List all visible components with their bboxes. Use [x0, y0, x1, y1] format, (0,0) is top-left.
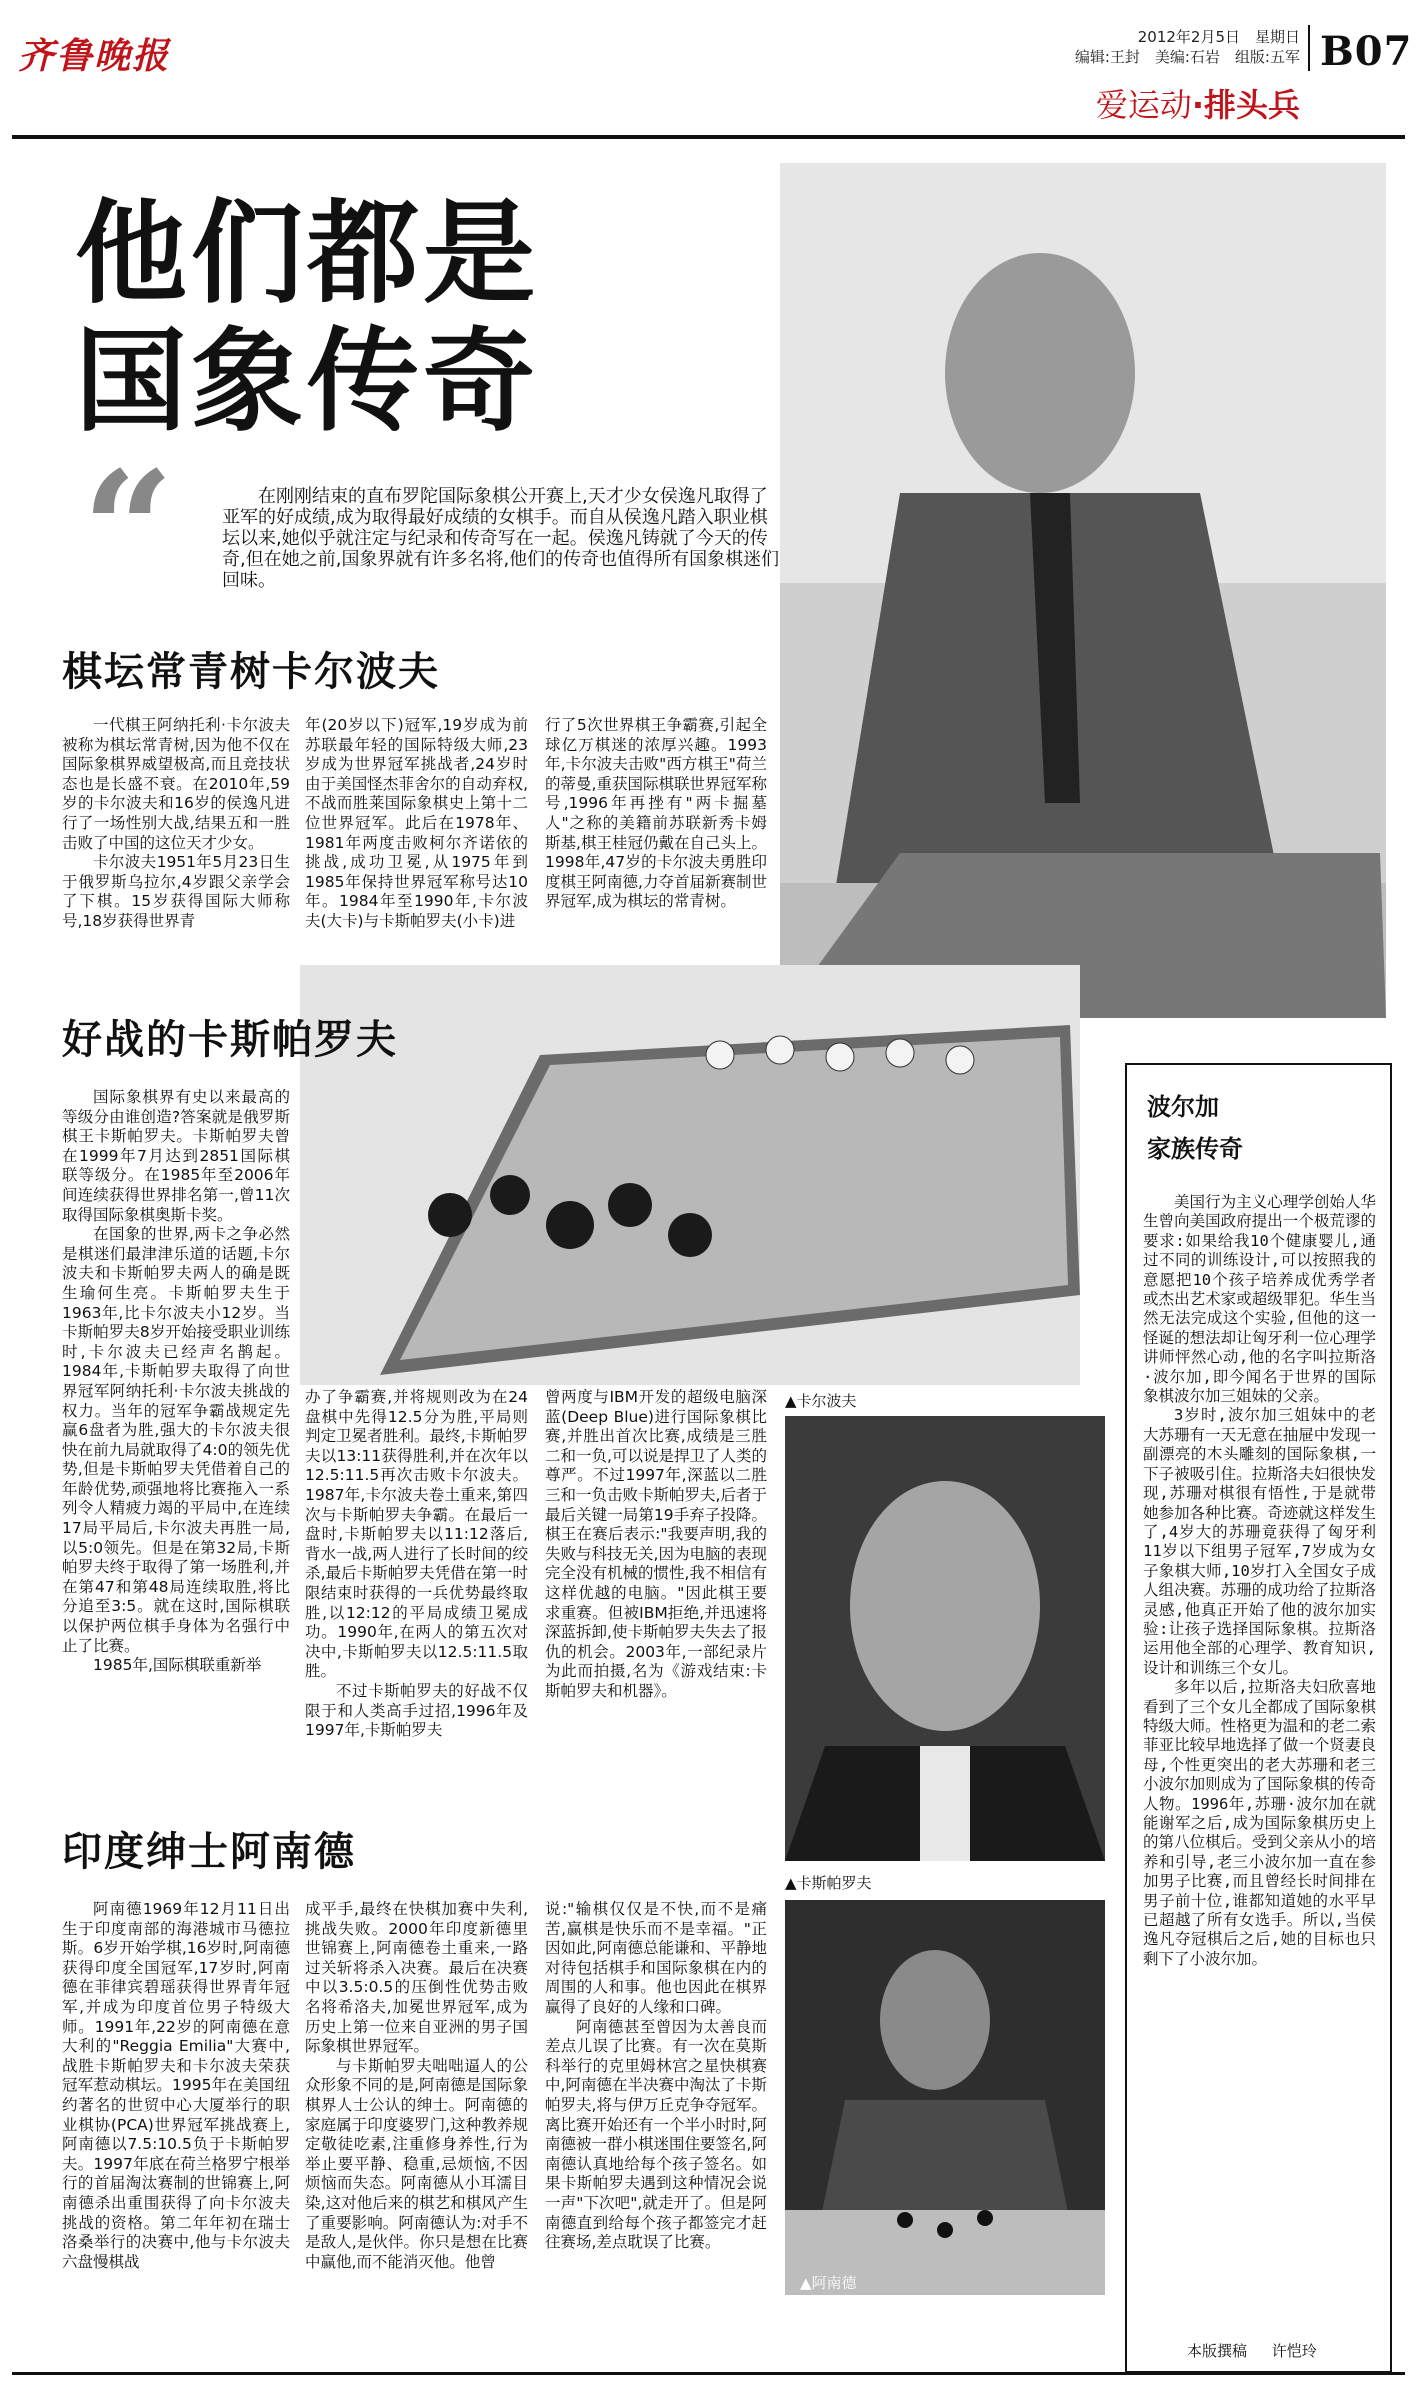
sidebar-body [1143, 1193, 1376, 1969]
section-tag-dot: · [1191, 86, 1204, 124]
kasparov-caption: ▲卡斯帕罗夫 [785, 1874, 872, 1892]
sidebar-title-2: 家族传奇 [1147, 1135, 1243, 1163]
karpov-photo [780, 163, 1386, 1018]
byline-left: 本版撰稿 [1187, 2342, 1248, 2360]
editors-line: 编辑:王封 美编:石岩 组版:五军 [1074, 48, 1300, 66]
sidebar-p2: 3岁时,波尔加三姐妹中的老大苏珊有一天无意在抽屉中发现一副漂亮的木头雕刻的国际象棋,一下子被吸引住。拉斯洛夫妇很快发现,苏珊对棋很有悟性,于是就带她参加各种比赛。奇迹就这样发生了,4岁大的苏珊竟获得了匈牙利11岁以下组男子冠军,7岁成为女子象棋大师,10岁打入全国女子成人组决赛。苏珊的成功给了拉斯洛灵感,他真正开始了他的波尔加实验:让孩子选择国际象棋。拉斯洛运用他全部的心理学、教育知识,设计和训练三个女儿。 [1143, 1406, 1376, 1677]
page-number: B07 [1320, 28, 1413, 75]
header-rule [12, 135, 1405, 139]
byline [1187, 2340, 1317, 2361]
kasparov-col-2-p1: 办了争霸赛,并将规则改为在24盘棋中先得12.5分为胜,平局则判定卫冕者胜利。最终,卡斯帕罗夫以13:11获得胜利,并在次年以12.5:11.5再次击败卡尔波夫。1987年,卡尔波夫卷土重来,第四次与卡斯帕罗夫争霸。在最后一盘时,卡斯帕罗夫以11:12落后,背水一战,两人进行了长时间的绞杀,最后卡斯帕罗夫凭借在第一时限结束时获得的一兵优势最终取胜,以12:12的平局成绩卫冕成功。1990年,在两人的第五次对决中,卡斯帕罗夫以12.5:11.5取胜。 [305, 1388, 528, 1681]
karpov-col-3-p1: 行了5次世界棋王争霸赛,引起全球亿万棋迷的浓厚兴趣。1993年,卡尔波夫击败"西方棋王"荷兰的蒂曼,重获国际棋联世界冠军称号,1996年再挫有"两卡掘墓人"之称的美籍前苏联新秀卡姆斯基,棋王桂冠仍戴在自己头上。1998年,47岁的卡尔波夫勇胜印度棋王阿南德,力夺首届新赛制世界冠军,成为棋坛的常青树。 [545, 716, 767, 911]
kasparov-photo [785, 1416, 1105, 1861]
karpov-col-1-p2: 卡尔波夫1951年5月23日生于俄罗斯乌拉尔,4岁跟父亲学会了下棋。15岁获得国际大师称号,18岁获得世界青 [62, 853, 290, 930]
karpov-col-2 [305, 716, 528, 932]
section-tag-light: 爱运动 [1095, 86, 1192, 124]
karpov-caption: ▲卡尔波夫 [785, 1392, 857, 1410]
kasparov-photo-art [785, 1416, 1105, 1861]
karpov-col-3 [545, 716, 767, 912]
anand-caption: ▲阿南德 [800, 2274, 857, 2292]
karpov-col-1-p1: 一代棋王阿纳托利·卡尔波夫被称为棋坛常青树,因为他不仅在国际象棋界威望极高,而且竞技状态也是长盛不衰。在2010年,59岁的卡尔波夫和16岁的侯逸凡进行了一场性别大战,结果五和一胜击败了中国的这位天才少女。 [62, 716, 290, 852]
quote-mark: “ [82, 436, 175, 624]
intro-paragraph: 在刚刚结束的直布罗陀国际象棋公开赛上,天才少女侯逸凡取得了亚军的好成绩,成为取得最好成绩的女棋手。而自从侯逸凡踏入职业棋坛以来,她似乎就注定与纪录和传奇写在一起。侯逸凡铸就了今天的传奇,但在她之前,国象界就有许多名将,他们的传奇也值得所有国象棋迷们回味。 [222, 486, 780, 591]
footer-rule [12, 2372, 1405, 2375]
section-tag [1010, 80, 1300, 126]
anand-photo [785, 1900, 1105, 2295]
section-tag-bold: 排头兵 [1203, 86, 1300, 124]
sidebar-p1: 美国行为主义心理学创始人华生曾向美国政府提出一个极荒谬的要求:如果给我10个健康婴儿,通过不同的训练设计,可以按照我的意愿把10个孩子培养成优秀学者或杰出艺术家或超级罪犯。华生当然无法完成这个实验,但他的这一怪诞的想法却让匈牙利一位心理学讲师怦然心动,他的名字叫拉斯洛·波尔加,即今闻名于世界的国际象棋波尔加三姐妹的父亲。 [1143, 1193, 1376, 1406]
headline-line-1: 他们都是 [75, 188, 539, 319]
anand-col-2 [305, 1900, 528, 2272]
anand-col-2-p1: 成平手,最终在快棋加赛中失利,挑战失败。2000年印度新德里世锦赛上,阿南德卷土重来,一路过关斩将杀入决赛。最后在决赛中以3.5:0.5的压倒性优势击败名将希洛夫,加冕世界冠军,成为历史上第一位来自亚洲的男子国际象棋世界冠军。 [305, 1900, 528, 2056]
newspaper-logo: 齐鲁晚报 [18, 35, 171, 77]
kasparov-col-2-p2: 不过卡斯帕罗夫的好战不仅限于和人类高手过招,1996年及1997年,卡斯帕罗夫 [305, 1681, 528, 1740]
anand-col-2-p2: 与卡斯帕罗夫咄咄逼人的公众形象不同的是,阿南德是国际象棋界人士公认的绅士。阿南德的家庭属于印度婆罗门,这种教养规定敬徒吃素,注重修身养性,行为举止要平静、稳重,忌烦恼,不因烦恼而失态。阿南德从小耳濡目染,这对他后来的棋艺和棋风产生了重要影响。阿南德认为:对手不是敌人,是伙伴。你只是想在比赛中赢他,而不能消灭他。他曾 [305, 2056, 528, 2271]
anand-col-1 [62, 1900, 290, 2272]
karpov-col-1 [62, 716, 290, 932]
page-headline [75, 190, 539, 446]
kasparov-col-1-p1: 国际象棋界有史以来最高的等级分由谁创造?答案就是俄罗斯棋王卡斯帕罗夫。卡斯帕罗夫曾在1999年7月达到2851国际棋联等级分。在1985年至2006年间连续获得世界排名第一,曾11次取得国际象棋奥斯卡奖。 [62, 1088, 290, 1224]
anand-col-1-p1: 阿南德1969年12月11日出生于印度南部的海港城市马德拉斯。6岁开始学棋,16岁时,阿南德获得印度全国冠军,17岁时,阿南德在菲律宾碧瑶获得世界青年冠军,并成为印度首位男子特级大师。1991年,22岁的阿南德在意大利的"Reggia Emilia"大赛中,战胜卡斯帕罗夫和卡尔波夫荣获冠军惹动棋坛。1995年在美国纽约著名的世贸中心大厦举行的职业棋协(PCA)世界冠军挑战赛上,阿南德以7.5:10.5负于卡斯帕罗夫。1997年底在荷兰格罗宁根举行的首届淘汰赛制的世锦赛上,阿南德杀出重围获得了向卡尔波夫挑战的资格。第二年年初在瑞士洛桑举行的决赛中,他与卡尔波夫六盘慢棋战 [62, 1900, 290, 2271]
header-divider [1308, 25, 1310, 71]
sidebar-p3: 多年以后,拉斯洛夫妇欣喜地看到了三个女儿全都成了国际象棋特级大师。性格更为温和的老二索菲亚比较早地选择了做一个贤妻良母,个性更突出的老大苏珊和老三小波尔加则成为了国际象棋的传奇人物。1996年,苏珊·波尔加在就能谢军之后,成为国际象棋历史上的第八位棋后。受到父亲从小的培养和引导,老三小波尔加一直在参加男子比赛,而且曾经长时间排在男子前十位,谁都知道她的水平早已超越了所有女选手。所以,当侯逸凡夺冠棋后之后,她的目标也只剩下了小波尔加。 [1143, 1678, 1376, 1968]
kasparov-col-3 [545, 1388, 767, 1702]
date-line: 2012年2月5日 星期日 [1137, 28, 1300, 46]
karpov-photo-art [780, 163, 1386, 1018]
kasparov-heading: 好战的卡斯帕罗夫 [62, 1017, 398, 1063]
kasparov-col-1 [62, 1088, 290, 1676]
anand-photo-art [785, 1900, 1105, 2295]
sidebar-title-1: 波尔加 [1147, 1093, 1219, 1121]
chessboard-art [300, 965, 1080, 1385]
anand-col-3-p1: 说:"输棋仅仅是不快,而不是痛苦,赢棋是快乐而不是幸福。"正因如此,阿南德总能谦和、平静地对待包括棋手和国际象棋在内的周围的人和事。他也因此在棋界赢得了良好的人缘和口碑。 [545, 1900, 767, 2016]
kasparov-col-1-p2: 在国象的世界,两卡之争必然是棋迷们最津津乐道的话题,卡尔波夫和卡斯帕罗夫两人的确是既生瑜何生亮。卡斯帕罗夫生于1963年,比卡尔波夫小12岁。当卡斯帕罗夫8岁开始接受职业训练时,卡尔波夫已经声名鹊起。1984年,卡斯帕罗夫取得了向世界冠军阿纳托利·卡尔波夫挑战的权力。当年的冠军争霸战规定先赢6盘者为胜,强大的卡尔波夫很快在前九局就取得了4:0的领先优势,但是卡斯帕罗夫凭借着自己的年龄优势,顽强地将比赛拖入一系列令人精疲力竭的平局中,在连续17局平局后,卡尔波夫再胜一局,以5:0领先。但是在第32局,卡斯帕罗夫终于取得了第一场胜利,并在第47和第48局连续取胜,将比分追至3:5。就在这时,国际棋联以保护两位棋手身体为名强行中止了比赛。 [62, 1225, 290, 1655]
anand-col-3 [545, 1900, 767, 2253]
anand-col-3-p2: 阿南德甚至曾因为太善良而差点儿误了比赛。有一次在莫斯科举行的克里姆林宫之星快棋赛中,阿南德在半决赛中淘汰了卡斯帕罗夫,将与伊万丘克争夺冠军。离比赛开始还有一个半小时时,阿南德被一群小棋迷围住要签名,阿南德认真地给每个孩子签名。如果卡斯帕罗夫遇到这种情况会说一声"下次吧",就走开了。但是阿南德直到给每个孩子都签完才赶往赛场,差点耽误了比赛。 [545, 2017, 767, 2252]
polgar-sidebar [1125, 1063, 1392, 2373]
karpov-heading: 棋坛常青树卡尔波夫 [62, 649, 440, 695]
kasparov-col-3-p1: 曾两度与IBM开发的超级电脑深蓝(Deep Blue)进行国际象棋比赛,并胜出首次比赛,成绩是三胜二和一负,可以说是捍卫了人类的尊严。不过1997年,深蓝以二胜三和一负击败卡斯帕罗夫,后者于最后关键一局第19手弃子投降。棋王在赛后表示:"我要声明,我的失败与科技无关,因为电脑的表现完全没有机械的惯性,我不相信有这样优越的电脑。"因此棋王要求重赛。但被IBM拒绝,并迅速将深蓝拆卸,使卡斯帕罗夫失去了报仇的机会。2003年,一部纪录片为此而拍摄,名为《游戏结束:卡斯帕罗夫和机器》。 [545, 1388, 767, 1700]
anand-heading: 印度绅士阿南德 [62, 1829, 356, 1875]
headline-line-2: 国象传奇 [75, 316, 539, 447]
chessboard-photo [300, 965, 1080, 1385]
karpov-col-2-p1: 年(20岁以下)冠军,19岁成为前苏联最年轻的国际特级大师,23岁成为世界冠军挑战者,24岁时由于美国怪杰菲舍尔的自动弃权,不战而胜莱国际象棋史上第十二位世界冠军。此后在1978年、1981年两度击败柯尔齐诺依的挑战,成功卫冕,从1975年到1985年保持世界冠军称号达10年。1984年至1990年,卡尔波夫(大卡)与卡斯帕罗夫(小卡)进 [305, 716, 528, 930]
kasparov-col-2 [305, 1388, 528, 1741]
byline-right: 许恺玲 [1271, 2342, 1317, 2360]
kasparov-col-1-p3: 1985年,国际棋联重新举 [93, 1656, 262, 1675]
